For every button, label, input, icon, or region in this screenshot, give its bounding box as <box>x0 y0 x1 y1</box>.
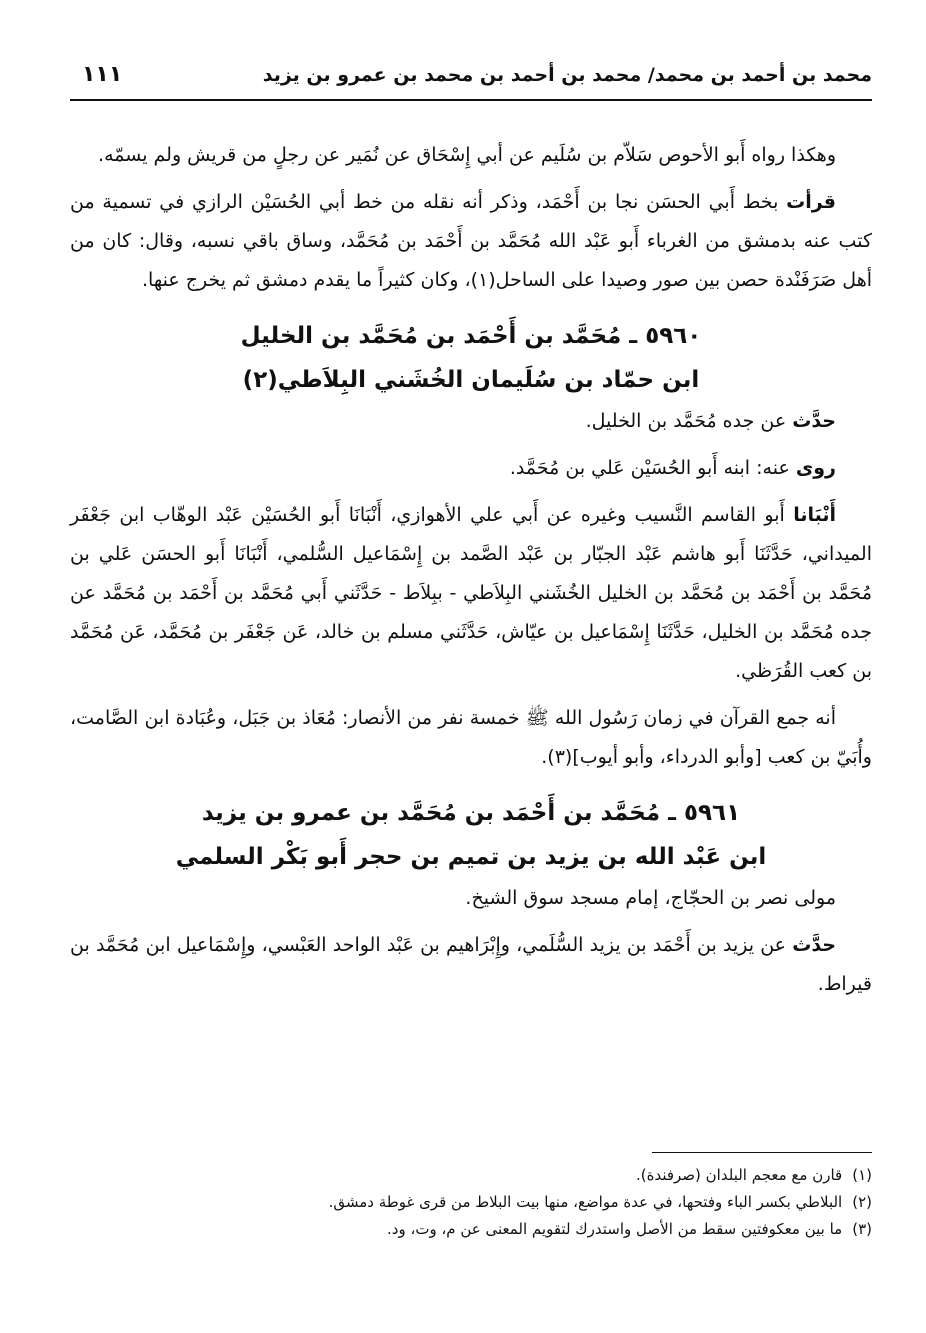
paragraph-qaraat <box>70 183 872 300</box>
footnote-text: ما بين معكوفتين سقط من الأصل واستدرك لتقويم المعنى عن م، وت، ود. <box>387 1220 843 1238</box>
paragraph-lead-word: قرأت <box>786 191 836 213</box>
footnote-number: (١) <box>852 1166 872 1184</box>
paragraph-lead-word: روى <box>795 457 836 479</box>
paragraph-lead-word: حدَّث <box>792 410 836 432</box>
entry-5961-title-line-1: ٥٩٦١ ـ مُحَمَّد بن أَحْمَد بن مُحَمَّد بن عمرو بن يزيد <box>201 800 741 826</box>
paragraph-lead-word: أَنْبَانا <box>793 504 836 526</box>
paragraph-rawa <box>70 449 872 488</box>
footnotes <box>70 1162 872 1243</box>
paragraph-mawla <box>70 879 872 918</box>
page-number: ١١١ <box>82 62 123 87</box>
running-head: محمد بن أحمد بن محمد/ محمد بن أحمد بن محمد بن عمرو بن يزيد <box>262 64 872 86</box>
paragraph-quran <box>70 699 872 777</box>
footnote <box>70 1189 872 1216</box>
main-text <box>70 136 872 1004</box>
footnote-number: (٢) <box>852 1193 872 1211</box>
footnote-text: قارن مع معجم البلدان (صرفندة). <box>635 1166 843 1184</box>
paragraph-text: أنه جمع القرآن في زمان رَسُول الله ﷺ خمسة نفر من الأنصار: مُعَاذ بن جَبَل، وعُبَادة ابن الصَّامت، وأُبَيّ بن كعب [وأبو الدرداء، وأبو أيوب](٣). <box>70 707 872 768</box>
paragraph-text: بخط أَبي الحسَن نجا بن أَحْمَد، وذكر أنه نقله من خط أبي الحُسَيْن الرازي في تسمية من كتب عنه بدمشق من الغرباء أَبو عَبْد الله مُحَمَّد بن أَحْمَد بن مُحَمَّد، وساق باقي نسبه، وقال: كان من أهل صَرَفَنْدة حصن بين صور وصيدا على الساحل(١)، وكان كثيراً ما يقدم دمشق ثم يخرج عنها. <box>70 191 872 291</box>
paragraph-haddatha-2 <box>70 926 872 1004</box>
paragraph-isnad <box>70 496 872 691</box>
paragraph-text: عن يزيد بن أَحْمَد بن يزيد السُّلَمي، وإِبْرَاهيم بن عَبْد الواحد العَبْسي، وإِسْمَاعيل ابن مُحَمَّد بن قيراط. <box>70 934 872 995</box>
entry-5960-title-line-1: ٥٩٦٠ ـ مُحَمَّد بن أَحْمَد بن مُحَمَّد بن الخليل <box>240 323 702 349</box>
entry-5961-title-line-2: ابن عَبْد الله بن يزيد بن تميم بن حجر أَبو بَكْر السلمي <box>175 844 767 870</box>
page-header <box>70 58 872 100</box>
paragraph-riwaya <box>70 136 872 175</box>
entry-5960-title-line-2: ابن حمّاد بن سُلَيمان الخُشَني البِلاَطي(٢) <box>242 367 700 393</box>
paragraph-lead-word: حدَّث <box>792 934 836 956</box>
footnote-text: البلاطي بكسر الباء وفتحها، في عدة مواضع، منها بيت البلاط من قرى غوطة دمشق. <box>328 1193 843 1211</box>
paragraph-text: عنه: ابنه أَبو الحُسَيْن عَلي بن مُحَمَّد. <box>509 457 796 479</box>
footnote-number: (٣) <box>852 1220 872 1238</box>
footnote <box>70 1162 872 1189</box>
paragraph-text: أَبو القاسم النَّسيب وغيره عن أَبي علي الأهوازي، أَنْبَانَا أَبو الحُسَيْن عَبْد الوهّاب ابن جَعْفَر الميداني، حَدَّثَنَا أَبو هاشم عَبْد الجبّار بن عَبْد الصَّمد بن إِسْمَاعيل السُّلمي، أَنْبَانَا أَبو الحسَن عَلي بن مُحَمَّد بن أَحْمَد بن مُحَمَّد بن الخليل الخُشَني البِلاَطي - ببِلاَط - حَدَّثَني أَبي مُحَمَّد بن أَحْمَد بن مُحَمَّد عن جده مُحَمَّد بن الخليل، حَدَّثَنَا إِسْمَاعيل بن عيّاش، حَدَّثَني مسلم بن خالد، عَن جَعْفَر بن مُحَمَّد، عَن مُحَمَّد بن كعب القُرَظي. <box>70 504 872 682</box>
paragraph-text: وهكذا رواه أَبو الأحوص سَلاّم بن سُلَيم عن أبي إِسْحَاق عن نُمَير عن رجلٍ من قريش ولم يسمّه. <box>98 144 836 166</box>
paragraph-text: مولى نصر بن الحجّاج، إمام مسجد سوق الشيخ. <box>465 887 836 909</box>
paragraph-text: عن جده مُحَمَّد بن الخليل. <box>585 410 793 432</box>
header-rule <box>70 99 872 101</box>
paragraph-haddatha <box>70 402 872 441</box>
footnote-rule <box>652 1152 872 1153</box>
footnote <box>70 1216 872 1243</box>
